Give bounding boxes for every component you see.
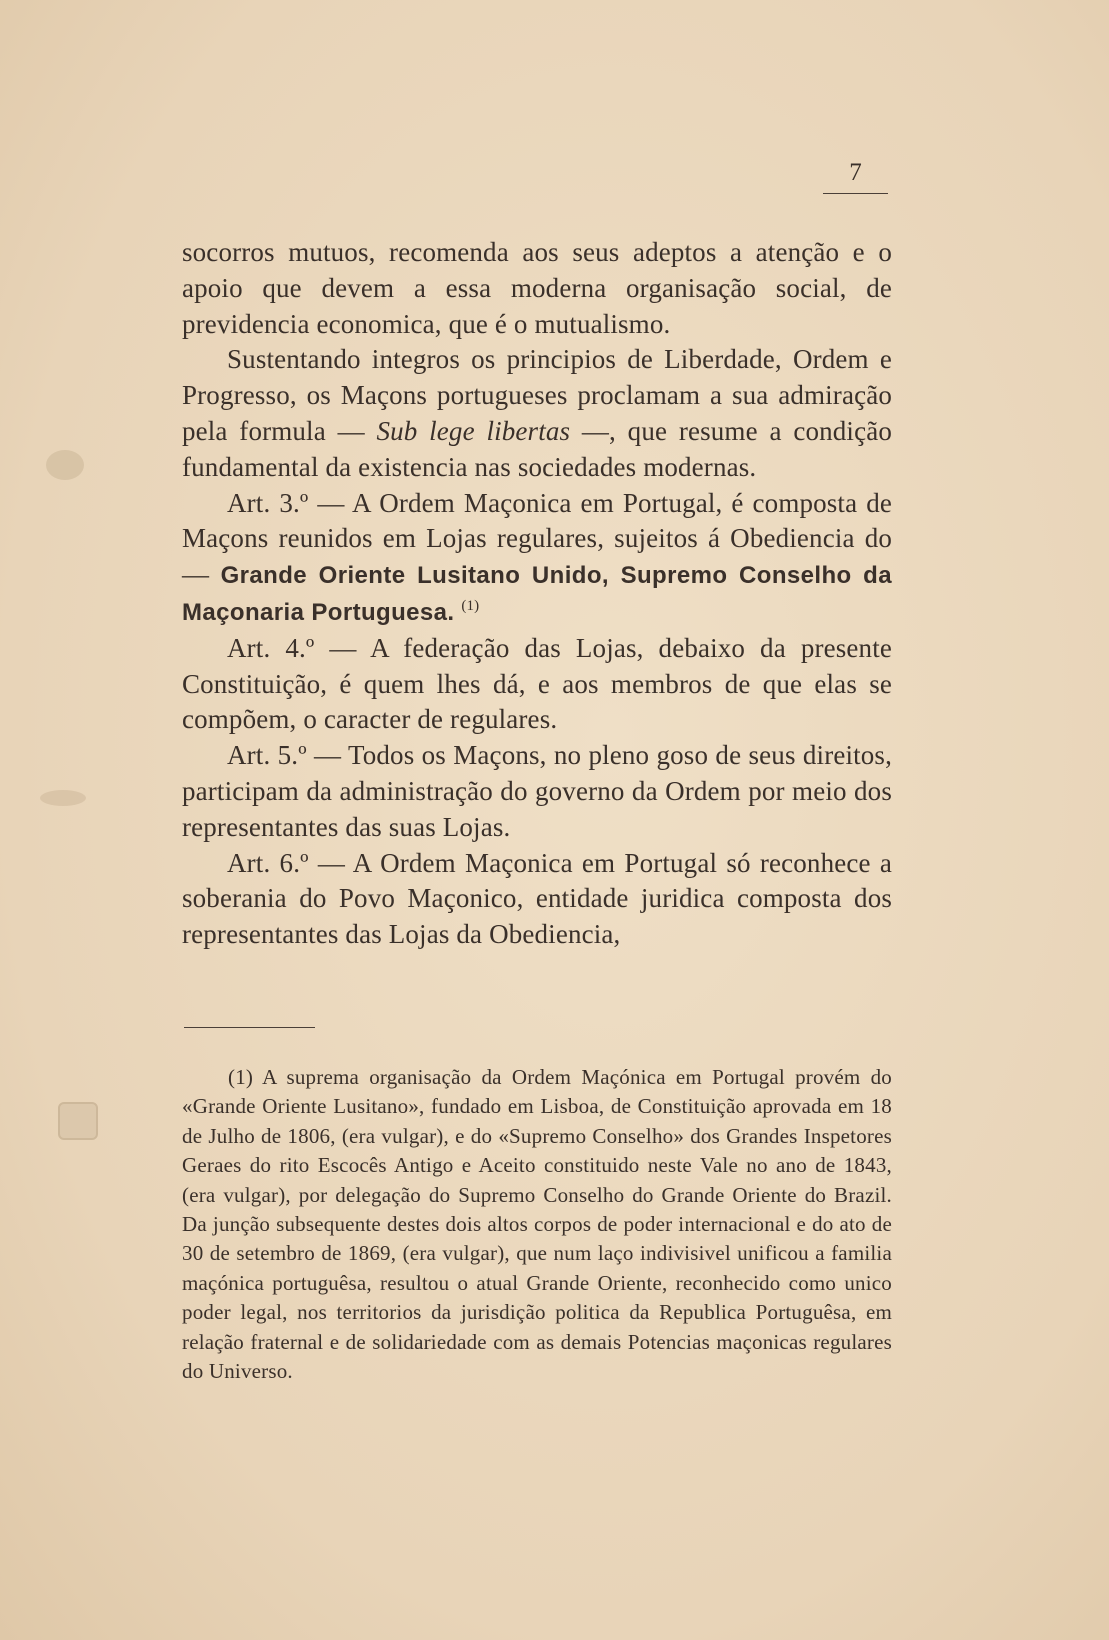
motto-lead-text: Sustentando integros os principios de Liberdade, Ordem e Progresso, os Maçons portugueses proclamam a sua admiração pela formula — — [182, 344, 892, 446]
page-number: 7 — [823, 155, 888, 194]
footnote-paragraph — [182, 1063, 892, 1386]
paragraph-motto — [182, 342, 892, 485]
main-text — [182, 235, 892, 953]
paragraph-mutualism: socorros mutuos, recomenda aos seus adeptos a atenção e o apoio que devem a essa moderna organisação social, de previdencia economica, que é o mutualismo. — [182, 237, 892, 339]
article-3 — [182, 486, 892, 631]
footnote — [182, 1063, 892, 1386]
binding-mark — [46, 450, 84, 480]
motto: Sub lege libertas — [376, 415, 571, 446]
footnote-marker: (1) — [228, 1065, 254, 1089]
article-6: Art. 6.º — A Ordem Maçonica em Portugal só reconhece a soberania do Povo Maçonico, entidade juridica composta dos representantes das Lojas da Obediencia, — [182, 847, 892, 950]
article-4: Art. 4.º — A federação das Lojas, debaixo da presente Constituição, é quem lhes dá, e aos membros de que elas se compõem, o caracter de regulares. — [182, 632, 892, 735]
motto-tail-text: —, que resume a condição fundamental da existencia nas sociedades modernas. — [182, 415, 892, 482]
footnote-reference: (1) — [461, 597, 480, 614]
binding-mark — [40, 790, 86, 806]
footnote-divider — [184, 1027, 315, 1028]
footnote-text: A suprema organisação da Ordem Maçónica em Portugal provém do «Grande Oriente Lusitano», fundado em Lisboa, de Constituição aprovada em 18 de Julho de 1806, (era vulgar), e do «Supremo Conselho» dos Grandes Inspetores Geraes do rito Escocês Antigo e Aceito constituido neste Vale no ano de 1843, (era vulgar), por delegação do Supremo Conselho do Grande Oriente do Brazil. Da junção subsequente destes dois altos corpos de poder internacional e do ato de 30 de setembro de 1869, (era vulgar), que num laço indivisivel unificou a familia maçónica portuguêsa, resultou o atual Grande Oriente, reconhecido como unico poder legal, nos territorios da jurisdição politica da Republica Portuguêsa, em relação fraternal e de solidariedade com as demais Potencias maçonicas regulares do Universo. — [182, 1065, 892, 1384]
article-3-text: Art. 3.º — A Ordem Maçonica em Portugal, é composta de Maçons reunidos em Lojas regulares, sujeitos á Obediencia do — — [182, 487, 892, 590]
article-5: Art. 5.º — Todos os Maçons, no pleno goso de seus direitos, participam da administração do governo da Ordem por meio dos representantes das suas Lojas. — [182, 740, 892, 842]
binding-mark — [58, 1102, 98, 1140]
obedience-name: Grande Oriente Lusitano Unido, Supremo Conselho da Maçonaria Portuguesa. — [182, 562, 892, 626]
